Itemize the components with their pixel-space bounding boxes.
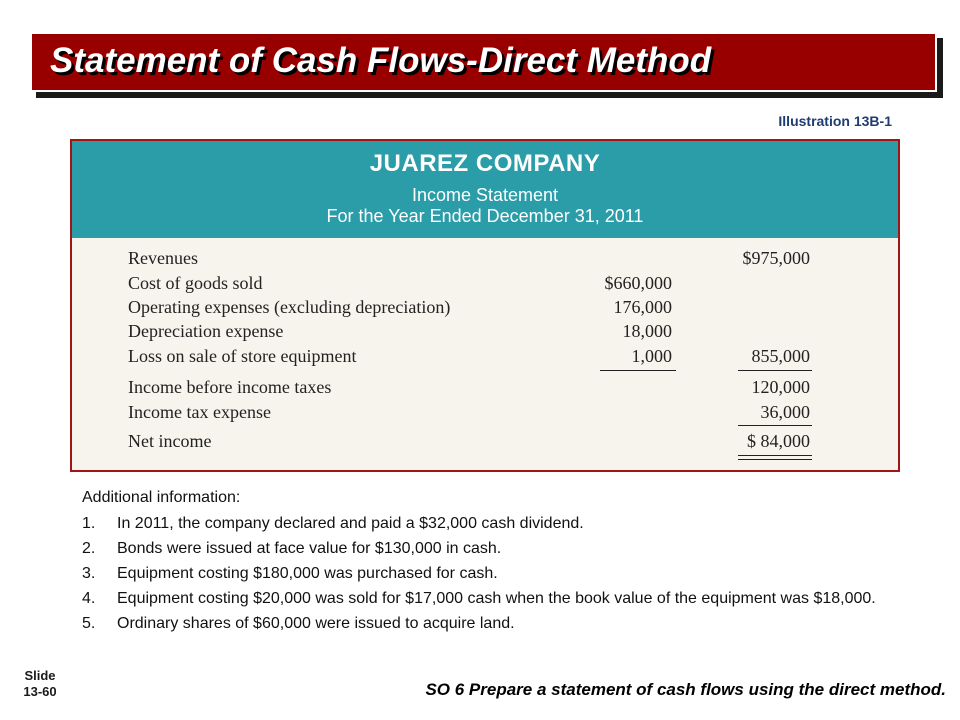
list-item [82,614,902,634]
additional-information [82,488,902,639]
item-text: Equipment costing $180,000 was purchased for cash. [117,565,498,582]
additional-title: Additional information: [82,489,241,506]
slide-title: Statement of Cash Flows-Direct Method [50,41,712,80]
title-banner [30,32,937,92]
statement-title: Income Statement [411,185,559,205]
statement-period: For the Year Ended December 31, 2011 [326,206,644,226]
study-objective: SO 6 Prepare a statement of cash flows using the direct method. [425,680,946,699]
subtotal-rule-col1 [600,370,676,371]
row-pretax-label: Income before income taxes [128,377,332,397]
row-depreciation-label: Depreciation expense [128,321,284,341]
item-text: Ordinary shares of $60,000 were issued to acquire land. [117,615,515,632]
row-loss-amount: 1,000 [631,346,672,366]
row-loss-label: Loss on sale of store equipment [128,346,357,366]
row-cogs-amount: $660,000 [604,273,672,293]
slide-number-label [20,668,60,700]
row-depreciation-amount: 18,000 [622,321,672,341]
list-item [82,564,902,584]
row-revenues-total: $975,000 [742,248,810,268]
row-opex-amount: 176,000 [613,297,672,317]
slide-label: Slide [24,668,56,683]
item-number: 1. [82,515,96,532]
income-statement [70,139,900,472]
row-net-income-label: Net income [128,431,212,451]
slide-number: 13-60 [23,684,57,699]
item-number: 4. [82,590,96,607]
company-name: JUAREZ COMPANY [369,150,601,177]
row-net-income-amount: $ 84,000 [747,431,810,451]
list-item [82,514,902,534]
list-item [82,539,902,559]
row-expenses-total: 855,000 [751,346,810,366]
row-tax-amount: 36,000 [760,402,810,422]
illustration-label: Illustration 13B-1 [778,113,892,129]
item-number: 3. [82,565,96,582]
row-revenues-label: Revenues [128,248,198,268]
statement-header [72,141,898,238]
row-tax-label: Income tax expense [128,402,271,422]
item-number: 5. [82,615,96,632]
tax-rule [738,425,812,426]
item-text: Bonds were issued at face value for $130,000 in cash. [117,540,502,557]
row-pretax-amount: 120,000 [751,377,810,397]
double-rule-top [738,455,812,456]
item-number: 2. [82,540,96,557]
double-rule-bottom [738,459,812,460]
subtotal-rule-col2 [738,370,812,371]
row-opex-label: Operating expenses (excluding depreciation) [128,297,451,317]
item-text: Equipment costing $20,000 was sold for $17,000 cash when the book value of the equipment was $18,000. [117,590,876,607]
row-cogs-label: Cost of goods sold [128,273,263,293]
list-item [82,589,902,609]
item-text: In 2011, the company declared and paid a $32,000 cash dividend. [117,515,584,532]
